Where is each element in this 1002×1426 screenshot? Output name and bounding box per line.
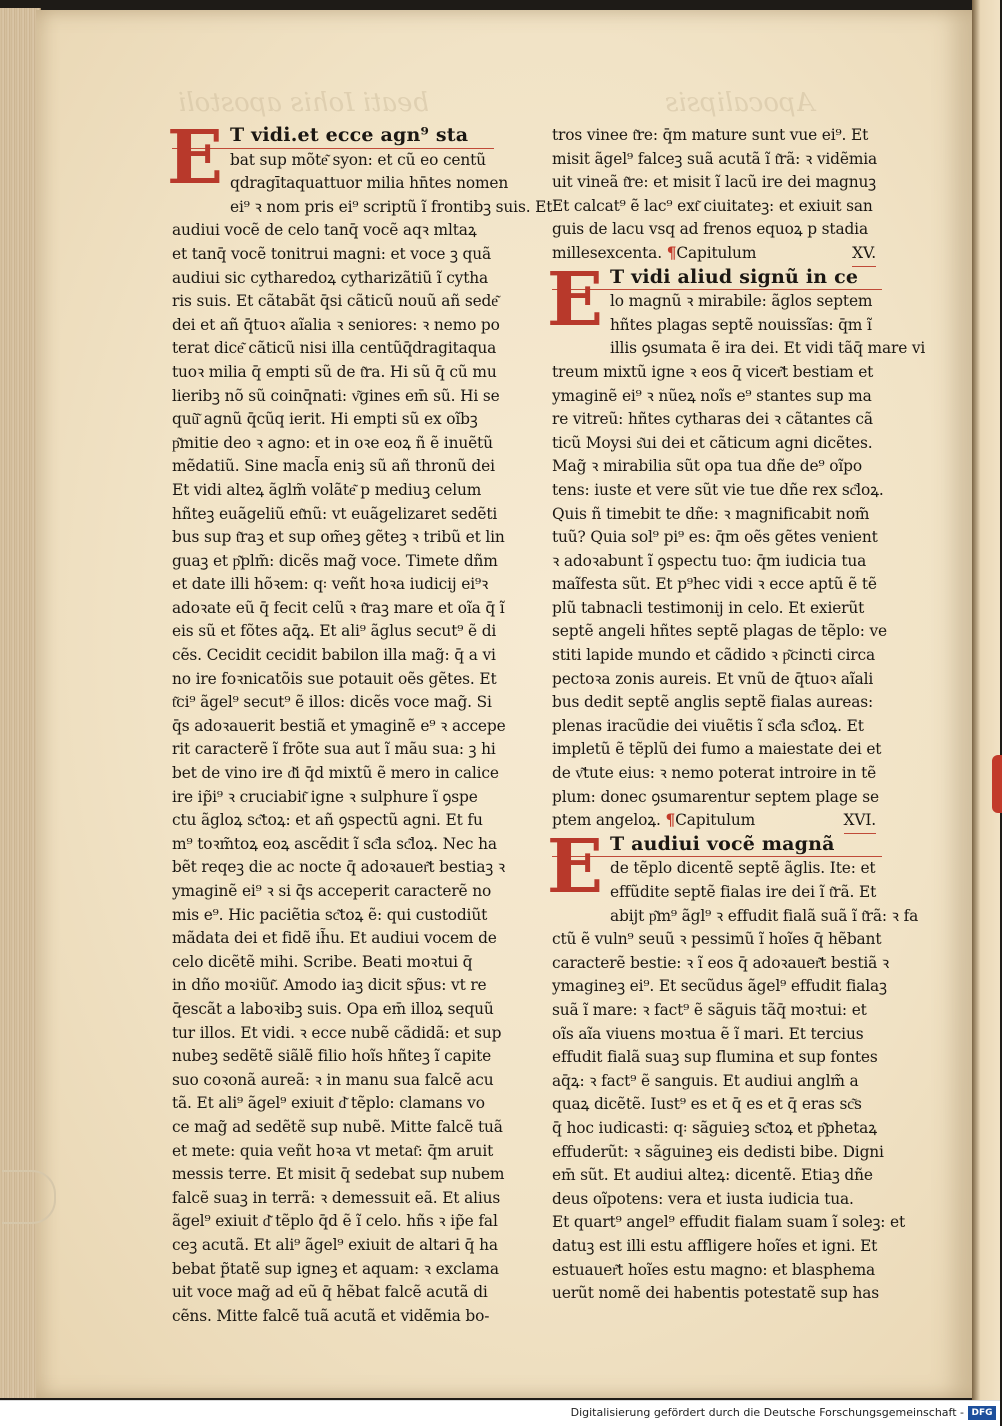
text-line: Et vidi alteꝝ ãglm̃ volãte͂ p mediuꝫ celum bbox=[172, 480, 482, 499]
text-line: oĩs aĩa viuens moꝛtua ẽ ĩ mari. Et tercius bbox=[552, 1024, 864, 1043]
text-line: pectoꝛa zonis aureis. Et vnũ de q̄tuoꝛ aĩali bbox=[552, 669, 874, 688]
text-line: de v͂tute eius: ꝛ nemo poterat introire in tẽ bbox=[552, 764, 877, 783]
text-line: effuderũt: ꝛ sãguineꝫ eis dedisti bibe. Digni bbox=[552, 1142, 884, 1161]
text-line: impletũ ẽ tẽplũ dei fumo a maiestate dei et bbox=[552, 740, 882, 759]
facing-page-edge bbox=[972, 0, 1000, 1400]
text-line: septẽ angeli hñtes septẽ plagas de tẽplo: ve bbox=[552, 622, 888, 641]
text-line: falcẽ suaꝫ in terrã: ꝛ demessuit eã. Et alius bbox=[172, 1188, 501, 1207]
text-line: ei⁹ ꝛ nom pris ei⁹ scriptũ ĩ frontibꝫ suis. Et bbox=[230, 197, 553, 216]
text-line: uerũt nomẽ dei habentis potestatẽ sup has bbox=[552, 1284, 880, 1303]
text-line: ymaginẽ ei⁹ ꝛ si q̄s acceperit caracterẽ no bbox=[172, 882, 492, 900]
text-line: em̄ sũt. Et audiui alteꝝ: dicentẽ. Etiaꝫ dñe bbox=[552, 1166, 873, 1185]
chapter-15-heading bbox=[552, 242, 882, 266]
chapter-15-section bbox=[546, 256, 926, 810]
text-line: celo dicẽtẽ mihi. Scribe. Beati moꝛtui q̄ bbox=[172, 952, 473, 971]
text-line: guis de lacu vsq ad frenos equoꝝ p stadia bbox=[552, 220, 868, 239]
right-top-lines bbox=[552, 124, 882, 242]
chapter-16-heading bbox=[552, 809, 882, 833]
right-text-column bbox=[546, 124, 926, 1306]
text-line: Quis ñ timebit te dñe: ꝛ magnificabit nom̃ bbox=[552, 504, 870, 523]
chapter-15-body-lines bbox=[552, 290, 926, 809]
text-line: effũdite septẽ fialas ire dei ĩ t͂rã. Et bbox=[610, 883, 877, 901]
chapter-label: Capitulum bbox=[676, 243, 757, 262]
text-line: q̄s adoꝛauerit bestiã et ymaginẽ e⁹ ꝛ accepe bbox=[172, 716, 506, 735]
text-line: dei et añ q̄tuoꝛ aĩalia ꝛ seniores: ꝛ nemo po bbox=[172, 315, 500, 334]
text-line: mẽdatiũ. Sine macl̃a eniꝫ sũ añ thronũ dei bbox=[172, 457, 495, 476]
text-line: messis terre. Et misit q̄ sedebat sup nubem bbox=[172, 1165, 505, 1184]
left-text-column bbox=[166, 115, 553, 1328]
text-line: q̄ hoc iudicasti: q꞉ sãguieꝫ sc͂toꝝ et p͂phetaꝝ bbox=[552, 1118, 877, 1137]
text-line: ce mag̃ ad sedẽtẽ sup nubẽ. Mitte falcẽ tuã bbox=[172, 1117, 503, 1136]
chapter-number: XVI. bbox=[844, 809, 876, 834]
text-line: lo magnũ ꝛ mirabile: ãglos septem bbox=[610, 292, 873, 311]
text-line: tens: iuste et vere sũt vie tue dñe rex sc͂loꝝ. bbox=[552, 480, 884, 499]
text-line: Mag̃ ꝛ mirabilia sũt opa tua dñe de⁹ oĩpo bbox=[552, 457, 862, 476]
text-line: ctu ãgloꝝ sc͂toꝝ: et añ ꝯspectũ agni. Et fu bbox=[172, 811, 483, 830]
text-line: aq̄ꝝ: ꝛ fact⁹ ẽ sanguis. Et audiui anglm̃ a bbox=[552, 1071, 859, 1090]
chapter-label: Capitulum bbox=[675, 811, 756, 830]
text-line: ymagineꝫ ei⁹. Et secũdus ãgel⁹ effudit fialaꝫ bbox=[552, 977, 887, 996]
text-line: effudit fialã suaꝫ sup flumina et sup fontes bbox=[552, 1048, 878, 1067]
text-line: caracterẽ bestie: ꝛ ĩ eos q̄ adoꝛauer͂t bestiã ꝛ bbox=[552, 953, 890, 972]
text-line: suo coꝛonã aureã: ꝛ in manu sua falcẽ acu bbox=[172, 1070, 494, 1089]
text-line: plũ tabnacli testimonij in celo. Et exierũt bbox=[552, 598, 865, 617]
section-14-continued bbox=[166, 115, 553, 1328]
section-heading: T vidi.et ecce agn⁹ sta bbox=[172, 124, 494, 149]
text-line: ãgel⁹ exiuit d͂ tẽplo q̄d ẽ ĩ celo. hñs ꝛ ip̃e fal bbox=[172, 1212, 498, 1231]
text-line: deus oĩpotens: vera et iusta iudicia tua. bbox=[552, 1189, 854, 1208]
text-line: uit vineã t͂re: et misit ĩ lacũ ire dei magnuꝫ bbox=[552, 173, 876, 192]
text-line: Et calcat⁹ ẽ lac⁹ ext͂ ciuitateꝫ: et exiuit san bbox=[552, 196, 873, 215]
text-line: ꝛ adoꝛabunt ĩ ꝯspectu tuo: q̄m iudicia tua bbox=[552, 551, 867, 570]
text-line: maĩfesta sũt. Et p⁹hec vidi ꝛ ecce aptũ ẽ tẽ bbox=[552, 575, 877, 594]
paragraph-mark: ¶ bbox=[665, 811, 676, 830]
text-line: bus dedit septẽ anglis septẽ fialas aureas: bbox=[552, 693, 874, 712]
text-line: rit caracterẽ ĩ frõte sua aut ĩ mãu sua: ꝫ hi bbox=[172, 740, 496, 759]
text-line: datuꝫ est illi estu affligere hoĩes et igni. Et bbox=[552, 1236, 878, 1255]
text-line: audiui sic cytharedoꝝ cytharizãtiũ ĩ cytha bbox=[172, 268, 489, 287]
text-line: guaꝫ et p͂plm̃: dicẽs mag̃ voce. Timete dñm bbox=[172, 551, 498, 570]
footer-bar bbox=[0, 1400, 1000, 1426]
text-line: abijt p͂m⁹ ãgl⁹ ꝛ effudit fialã suã ĩ t͂rã: ꝛ fa bbox=[610, 906, 919, 925]
text-line: ptem angeloꝝ. bbox=[552, 811, 661, 830]
facing-page-red-mark bbox=[992, 755, 1002, 813]
text-line: adoꝛate eũ q̄ fecit celũ ꝛ t͂raꝫ mare et oĩa q̄ ĩ bbox=[172, 598, 505, 617]
text-line: cẽns. Mitte falcẽ tuã acutã et vidẽmia bo- bbox=[172, 1306, 490, 1325]
clasp-shape bbox=[2, 1170, 56, 1224]
text-line: qdragītaquattuor milia hn̄tes nomen bbox=[230, 174, 509, 193]
text-line: ctũ ẽ vuln⁹ seuũ ꝛ pessimũ ĩ hoĩes q̄ hẽbant bbox=[552, 930, 882, 949]
section-heading: T audiui vocẽ magnã bbox=[552, 833, 882, 858]
text-line: bat sup mõte͂ syon: et cũ eo centũ bbox=[230, 150, 486, 169]
text-line: tuũ? Quia sol⁹ pi⁹ es: q̄m oẽs gẽtes venient bbox=[552, 528, 878, 547]
text-line: et mete: quia veñt hoꝛa vt metat͂: q̄m aruit bbox=[172, 1141, 494, 1160]
text-line: re vitreũ: hñtes cytharas dei ꝛ cãtantes cã bbox=[552, 410, 873, 429]
text-line: audiui vocẽ de celo tanq̄ vocẽ aqꝛ mltaꝝ bbox=[172, 221, 477, 240]
text-line: tã. Et ali⁹ ãgel⁹ exiuit d͂ tẽplo: clamans vo bbox=[172, 1094, 485, 1113]
text-line: de tẽplo dicentẽ septẽ ãglis. Ite: et bbox=[610, 859, 876, 878]
text-line: treum mixtũ igne ꝛ eos q̄ vicer͂t bestiam et bbox=[552, 362, 874, 381]
text-line: bet de vino ire d͂i q̄d mixtũ ẽ mero in calice bbox=[172, 764, 499, 783]
funding-credit: Digitalisierung gefördert durch die Deutsche Forschungsgemeinschaft - bbox=[570, 1406, 964, 1419]
text-line: plenas iracũdie dei viuẽtis ĩ sc͂la sc͂loꝝ. Et bbox=[552, 716, 864, 735]
text-line: bebat p̃tatẽ sup igneꝫ et aquam: ꝛ exclama bbox=[172, 1259, 499, 1278]
text-line: hñtes plagas septẽ nouissĩas: q̄m ĩ bbox=[610, 315, 872, 334]
text-line: bẽt reqeꝫ die ac nocte q̄ adoꝛauer͂t bestiaꝫ ꝛ bbox=[172, 858, 505, 877]
text-line: nubeꝫ sedẽtẽ siãlẽ filio hoĩs hñteꝫ ĩ capite bbox=[172, 1047, 492, 1066]
text-line: p͂mitie deo ꝛ agno: et in oꝛe eoꝝ ñ ẽ inuẽtũ bbox=[172, 433, 493, 452]
text-line: cẽs. Cecidit cecidit babilon illa mag̃: q̄ a vi bbox=[172, 646, 496, 665]
text-line: quaꝝ dicẽtẽ. Iust⁹ es et q̄ es et q̄ eras sc͂s bbox=[552, 1095, 862, 1114]
section-heading: T vidi aliud signũ in ce bbox=[552, 266, 882, 291]
text-line: tur illos. Et vidi. ꝛ ecce nubẽ cãdidã: et sup bbox=[172, 1023, 502, 1042]
chapter-number: XV. bbox=[852, 242, 876, 267]
text-line: tuoꝛ milia q̄ empti sũ de t͂ra. Hi sũ q̄ cũ mu bbox=[172, 362, 497, 381]
text-line: in dño moꝛiũt͂. Amodo iaꝫ dicit sp̃us: vt re bbox=[172, 976, 487, 995]
decorated-initial: E bbox=[546, 823, 604, 910]
text-line: estuauer͂t hoĩes estu magno: et blasphema bbox=[552, 1260, 876, 1279]
chapter-16-body-lines bbox=[552, 857, 919, 1305]
text-line: quũ͂ agnũ q̄cũq ierit. Hi empti sũ ex oĩbꝫ bbox=[172, 410, 478, 429]
text-line: ticũ Moysi s͂ui dei et cãticum agni dicẽtes. bbox=[552, 433, 873, 452]
chapter-14-tail bbox=[552, 244, 662, 262]
text-line: uit voce mag̃ ad eũ q̄ hẽbat falcẽ acutã di bbox=[172, 1283, 488, 1302]
chapter-15-tail bbox=[552, 811, 661, 829]
paragraph-mark: ¶ bbox=[666, 243, 677, 262]
text-line: et tanq̄ vocẽ tonitrui magni: et voce ꝫ quã bbox=[172, 244, 492, 263]
running-head-left: beati Iohis apostoli bbox=[178, 88, 430, 118]
decorated-initial: E bbox=[166, 115, 224, 201]
text-line: m⁹ toꝛm̃toꝝ eoꝝ ascẽdit ĩ sc͂la sc͂loꝝ. Nec ha bbox=[172, 834, 497, 853]
text-line: Et quart⁹ angel⁹ effudit fialam suam ĩ soleꝫ: et bbox=[552, 1213, 906, 1232]
dfg-logo: DFG bbox=[968, 1406, 996, 1420]
chapter-16-section bbox=[546, 823, 919, 1306]
decorated-initial: E bbox=[546, 256, 604, 343]
text-line: bus sup t͂raꝫ et sup om̃eꝫ gẽteꝫ ꝛ tribũ et lin bbox=[172, 528, 505, 547]
text-line: hñteꝫ euãgeliũ et͂nũ: vt euãgelizaret sedẽti bbox=[172, 504, 498, 523]
text-line: terat dice͂ cãticũ nisi illa centũq̄dragitaqua bbox=[172, 339, 497, 358]
text-line: misit ãgel⁹ falceꝫ suã acutã ĩ t͂rã: ꝛ vidẽmia bbox=[552, 149, 878, 168]
text-line: illis ꝯsumata ẽ ira dei. Et vidi tãq̄ mare vi bbox=[610, 339, 926, 358]
text-line: ymaginẽ ei⁹ ꝛ nũeꝝ noĩs e⁹ stantes sup ma bbox=[552, 386, 872, 405]
text-line: ire ip̃i⁹ ꝛ cruciabit͂ igne ꝛ sulphure ĩ ꝯspe bbox=[172, 787, 478, 806]
left-body-lines bbox=[172, 149, 553, 1329]
text-line: q̄escãt a laboꝛibꝫ suis. Opa em̄ illoꝝ sequũ bbox=[172, 999, 494, 1018]
running-head-right: Apocalipsis bbox=[665, 88, 815, 118]
text-line: ceꝫ acutã. Et ali⁹ ãgel⁹ exiuit de altari q̄ ha bbox=[172, 1235, 498, 1254]
text-line: millesexcenta. bbox=[552, 243, 662, 262]
text-line: mis e⁹. Hic paciẽtia sc͂toꝝ ẽ: qui custodiũt bbox=[172, 905, 488, 924]
text-line: suã ĩ mare: ꝛ fact⁹ ẽ sãguis tãq̄ moꝛtui: et bbox=[552, 1000, 867, 1019]
text-line: lieribꝫ nõ sũ coinq̄nati: v͂gines em̄ sũ. Hi se bbox=[172, 386, 500, 405]
text-line: t͂ci⁹ ãgel⁹ secut⁹ ẽ illos: dicẽs voce mag̃. Si bbox=[172, 693, 492, 712]
text-line: ris suis. Et cãtabãt q̄si cãticũ nouũ añ sede͂ bbox=[172, 292, 498, 311]
text-line: mãdata dei et fidẽ ih̃u. Et audiui vocem de bbox=[172, 929, 497, 948]
text-line: tros vinee t͂re: q̄m mature sunt vue ei⁹. Et bbox=[552, 126, 869, 144]
text-line: eis sũ et fõtes aq̄ꝝ. Et ali⁹ ãglus secut⁹ ẽ di bbox=[172, 622, 497, 641]
text-line: et date illi hõꝛem: q꞉ veñt hoꝛa iudicij ei⁹ꝛ bbox=[172, 575, 489, 594]
text-line: plum: donec ꝯsumarentur septem plage se bbox=[552, 787, 879, 806]
text-line: no ire foꝛnicatõis sue potauit oẽs gẽtes. Et bbox=[172, 669, 497, 688]
text-line: stiti lapide mundo et cãdido ꝛ p͂cincti circa bbox=[552, 646, 875, 665]
